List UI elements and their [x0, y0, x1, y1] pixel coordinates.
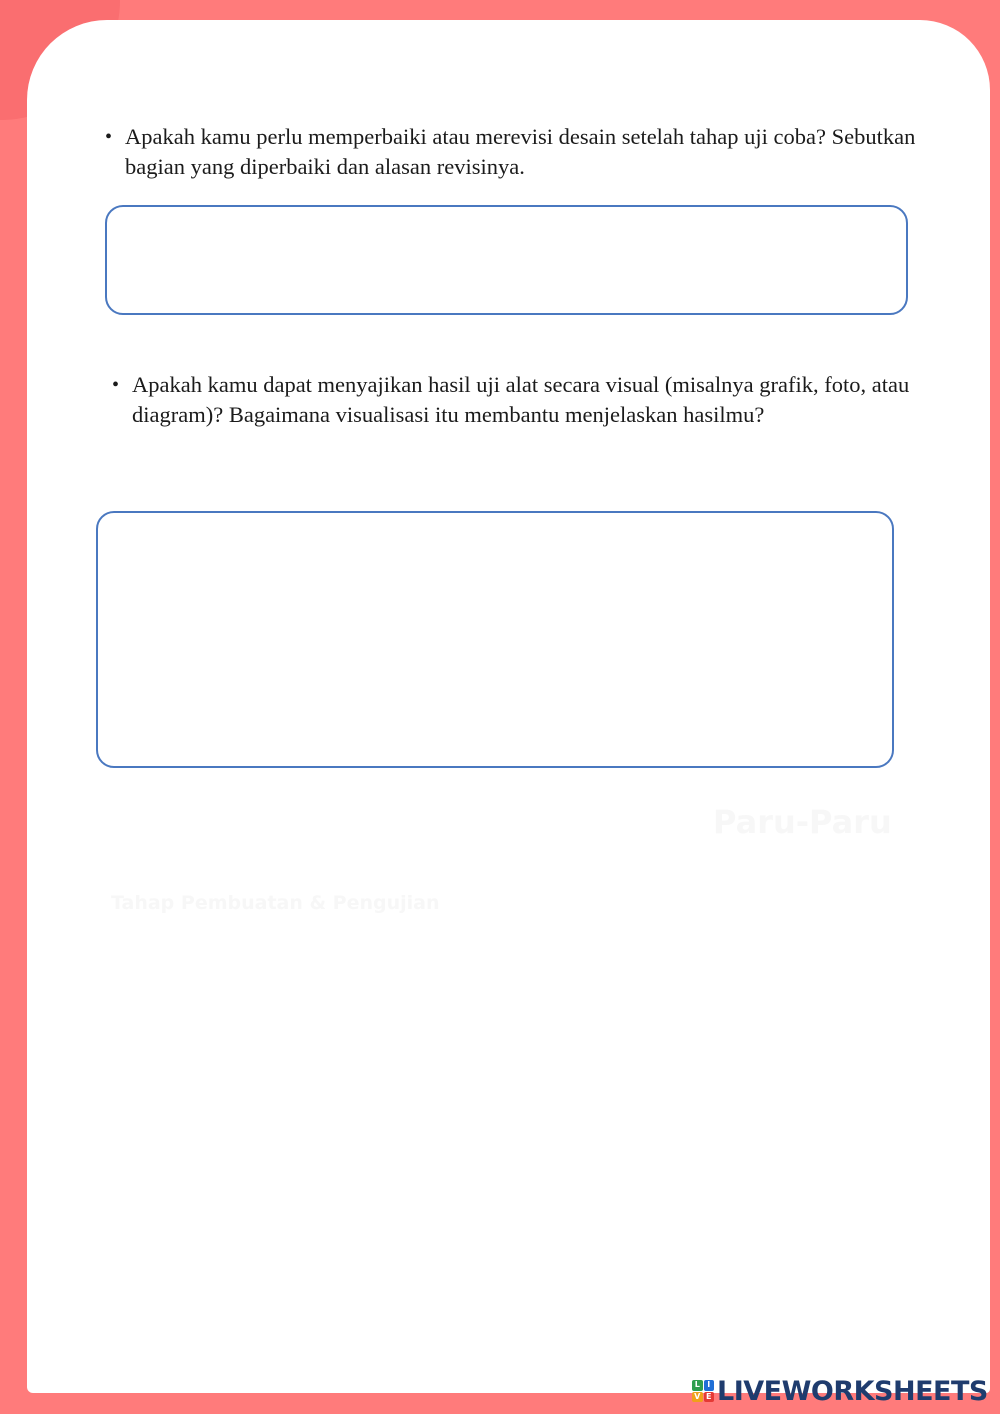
question-1-item: [105, 122, 925, 182]
liveworksheets-logo-icon: [692, 1380, 714, 1402]
faint-watermark-subtitle: Tahap Pembuatan & Pengujian: [111, 892, 440, 914]
liveworksheets-brand[interactable]: [692, 1373, 988, 1409]
answer-box-1[interactable]: [105, 205, 908, 315]
answer-box-2[interactable]: [96, 511, 894, 768]
question-2-item: [112, 370, 922, 430]
logo-letter: V: [692, 1392, 703, 1403]
worksheet-page: [27, 20, 990, 1393]
question-2: [112, 370, 922, 430]
logo-letter: E: [704, 1392, 715, 1403]
liveworksheets-wordmark: LIVEWORKSHEETS: [717, 1375, 988, 1407]
bullet-icon: •: [112, 374, 120, 396]
faint-watermark-title: Paru-Paru: [713, 803, 892, 841]
bullet-icon: •: [105, 126, 113, 148]
question-1: [105, 122, 925, 182]
question-1-text: Apakah kamu perlu memperbaiki atau merevisi desain setelah tahap uji coba? Sebutkan bagian yang diperbaiki dan alasan revisinya.: [125, 124, 916, 179]
logo-letter: L: [692, 1380, 703, 1391]
logo-letter: I: [704, 1380, 715, 1391]
question-2-text: Apakah kamu dapat menyajikan hasil uji alat secara visual (misalnya grafik, foto, atau diagram)? Bagaimana visualisasi itu membantu menjelaskan hasilmu?: [132, 372, 910, 427]
